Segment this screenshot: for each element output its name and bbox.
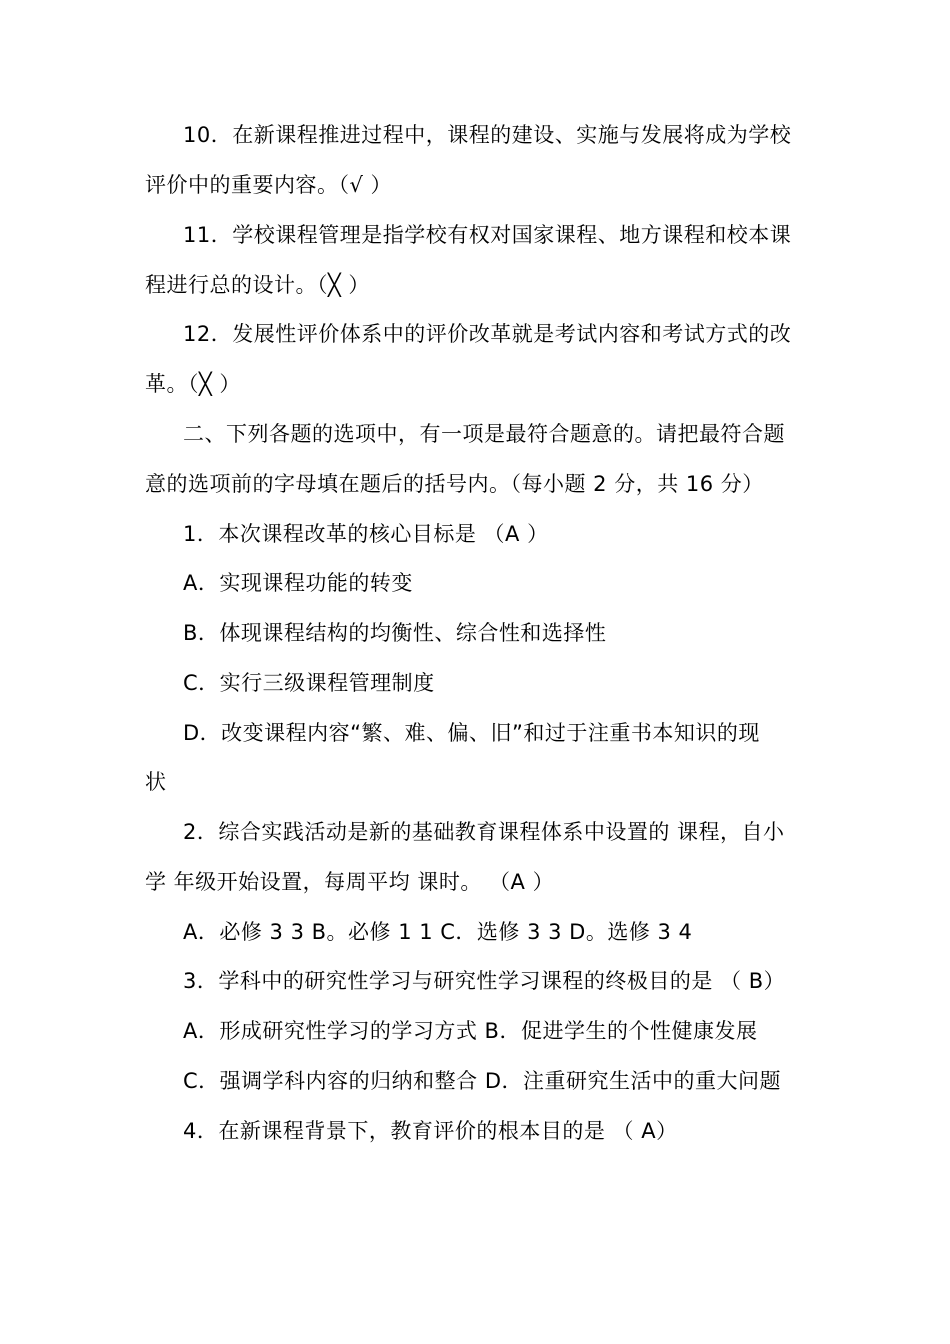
mc-question-1-option-d-line-2: 状 (145, 770, 167, 794)
mc-question-1-option-a: A．实现课程功能的转变 (183, 571, 413, 595)
mc-question-2-options: A．必修 3 3 B。必修 1 1 C．选修 3 3 D。选修 3 4 (183, 920, 693, 944)
section-2-heading-line-1: 二、下列各题的选项中，有一项是最符合题意的。请把最符合题 (183, 422, 785, 446)
mc-question-1: 1．本次课程改革的核心目标是 （A ） (183, 522, 549, 546)
question-11-line-1: 11．学校课程管理是指学校有权对国家课程、地方课程和校本课 (183, 223, 792, 247)
mc-question-1-option-c: C．实行三级课程管理制度 (183, 671, 435, 695)
mc-question-2-line-2: 学 年级开始设置，每周平均 课时。 （A ） (145, 870, 555, 894)
question-10-line-1: 10．在新课程推进过程中，课程的建设、实施与发展将成为学校 (183, 123, 792, 147)
mc-question-1-option-b: B．体现课程结构的均衡性、综合性和选择性 (183, 621, 607, 645)
question-12-line-2: 革。（╳ ） (145, 372, 241, 396)
mc-question-4: 4．在新课程背景下，教育评价的根本目的是 （ A） (183, 1119, 678, 1143)
mc-question-3-options-cd: C．强调学科内容的归纳和整合 D．注重研究生活中的重大问题 (183, 1069, 782, 1093)
question-11-line-2: 程进行总的设计。（╳ ） (145, 273, 370, 297)
mc-question-3: 3．学科中的研究性学习与研究性学习课程的终极目的是 （ B） (183, 969, 786, 993)
question-12-line-1: 12．发展性评价体系中的评价改革就是考试内容和考试方式的改 (183, 322, 792, 346)
question-10-line-2: 评价中的重要内容。（√ ） (145, 173, 393, 197)
mc-question-3-options-ab: A．形成研究性学习的学习方式 B．促进学生的个性健康发展 (183, 1019, 758, 1043)
section-2-heading-line-2: 意的选项前的字母填在题后的括号内。（每小题 2 分，共 16 分） (145, 472, 764, 496)
mc-question-2-line-1: 2．综合实践活动是新的基础教育课程体系中设置的 课程，自小 (183, 820, 785, 844)
mc-question-1-option-d-line-1: D．改变课程内容“繁、难、偏、旧”和过于注重书本知识的现 (183, 721, 760, 745)
